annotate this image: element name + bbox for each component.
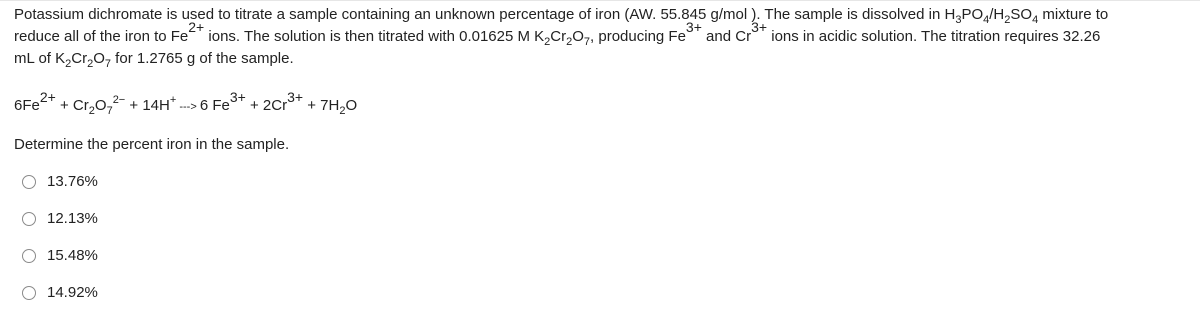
question-text-segment: reduce all of the iron to Fe <box>14 28 189 45</box>
answer-option-label: 15.48% <box>47 247 98 264</box>
question-text-segment: mL of K <box>14 50 66 67</box>
subscript: 2 <box>566 36 573 48</box>
subscript: 3 <box>955 14 962 26</box>
equation-term: + 7H <box>303 97 340 114</box>
chemical-equation <box>14 89 358 118</box>
equation-term: + Cr <box>55 97 89 114</box>
ion-charge: 2− <box>112 94 126 106</box>
subscript: 2 <box>544 36 551 48</box>
ion-charge: + <box>169 94 177 106</box>
question-text-segment: O <box>572 28 584 45</box>
answer-option-label: 12.13% <box>47 210 98 227</box>
question-line-2 <box>14 19 1190 48</box>
question-text-segment: Cr <box>71 50 88 67</box>
subscript: 2 <box>88 105 95 117</box>
subscript: 7 <box>106 105 113 117</box>
radio-button-icon[interactable] <box>22 286 36 300</box>
radio-button-icon[interactable] <box>22 249 36 263</box>
question-text-segment: ions in acidic solution. The titration requires 32.26 <box>767 28 1101 45</box>
question-text-segment: for 1.2765 g of the sample. <box>111 50 294 67</box>
question-text-segment: O <box>93 50 105 67</box>
subscript: 2 <box>65 58 72 70</box>
equation-term: 6Fe <box>14 97 40 114</box>
ion-charge: 3+ <box>287 89 304 105</box>
question-text-segment: Potassium dichromate is used to titrate a sample containing an unknown percentage of iron (AW. 55.845 g/mol ). The sample is dissolved in H <box>14 6 956 23</box>
subscript: 2 <box>87 58 94 70</box>
ion-charge: 2+ <box>39 89 56 105</box>
ion-charge: 3+ <box>751 19 768 35</box>
reaction-arrow: ---> <box>176 101 200 113</box>
question-text-segment: PO <box>961 6 984 23</box>
equation-term: O <box>94 97 107 114</box>
question-text-segment: SO <box>1010 6 1033 23</box>
answer-option[interactable] <box>22 282 98 304</box>
top-divider <box>0 0 1200 1</box>
radio-button-icon[interactable] <box>22 212 36 226</box>
subscript: 2 <box>1004 14 1011 26</box>
answer-option[interactable] <box>22 208 98 230</box>
question-text <box>14 4 1190 70</box>
equation-term: 6 Fe <box>199 97 230 114</box>
ion-charge: 3+ <box>229 89 246 105</box>
equation-term: O <box>345 97 358 114</box>
subscript: 4 <box>1032 14 1039 26</box>
ion-charge: 3+ <box>685 19 702 35</box>
subscript: 4 <box>983 14 990 26</box>
question-text-segment: Cr <box>550 28 567 45</box>
radio-button-icon[interactable] <box>22 175 36 189</box>
question-prompt: Determine the percent iron in the sample. <box>14 136 290 153</box>
equation-term: + 2Cr <box>245 97 288 114</box>
answer-option-label: 13.76% <box>47 173 98 190</box>
question-text-segment: mixture to <box>1038 6 1109 23</box>
question-line-3 <box>14 48 1190 70</box>
equation-term: + 14H <box>125 97 170 114</box>
answer-option[interactable] <box>22 171 98 193</box>
subscript: 2 <box>339 105 346 117</box>
subscript: 7 <box>583 36 591 48</box>
subscript: 7 <box>104 58 112 70</box>
question-text-segment: and Cr <box>701 28 752 45</box>
question-text-segment: ions. The solution is then titrated with 0.01625 M K <box>204 28 545 45</box>
question-text-segment: /H <box>989 6 1005 23</box>
answer-options <box>22 171 98 319</box>
question-text-segment: , producing Fe <box>590 28 686 45</box>
answer-option-label: 14.92% <box>47 284 98 301</box>
ion-charge: 2+ <box>188 19 205 35</box>
answer-option[interactable] <box>22 245 98 267</box>
